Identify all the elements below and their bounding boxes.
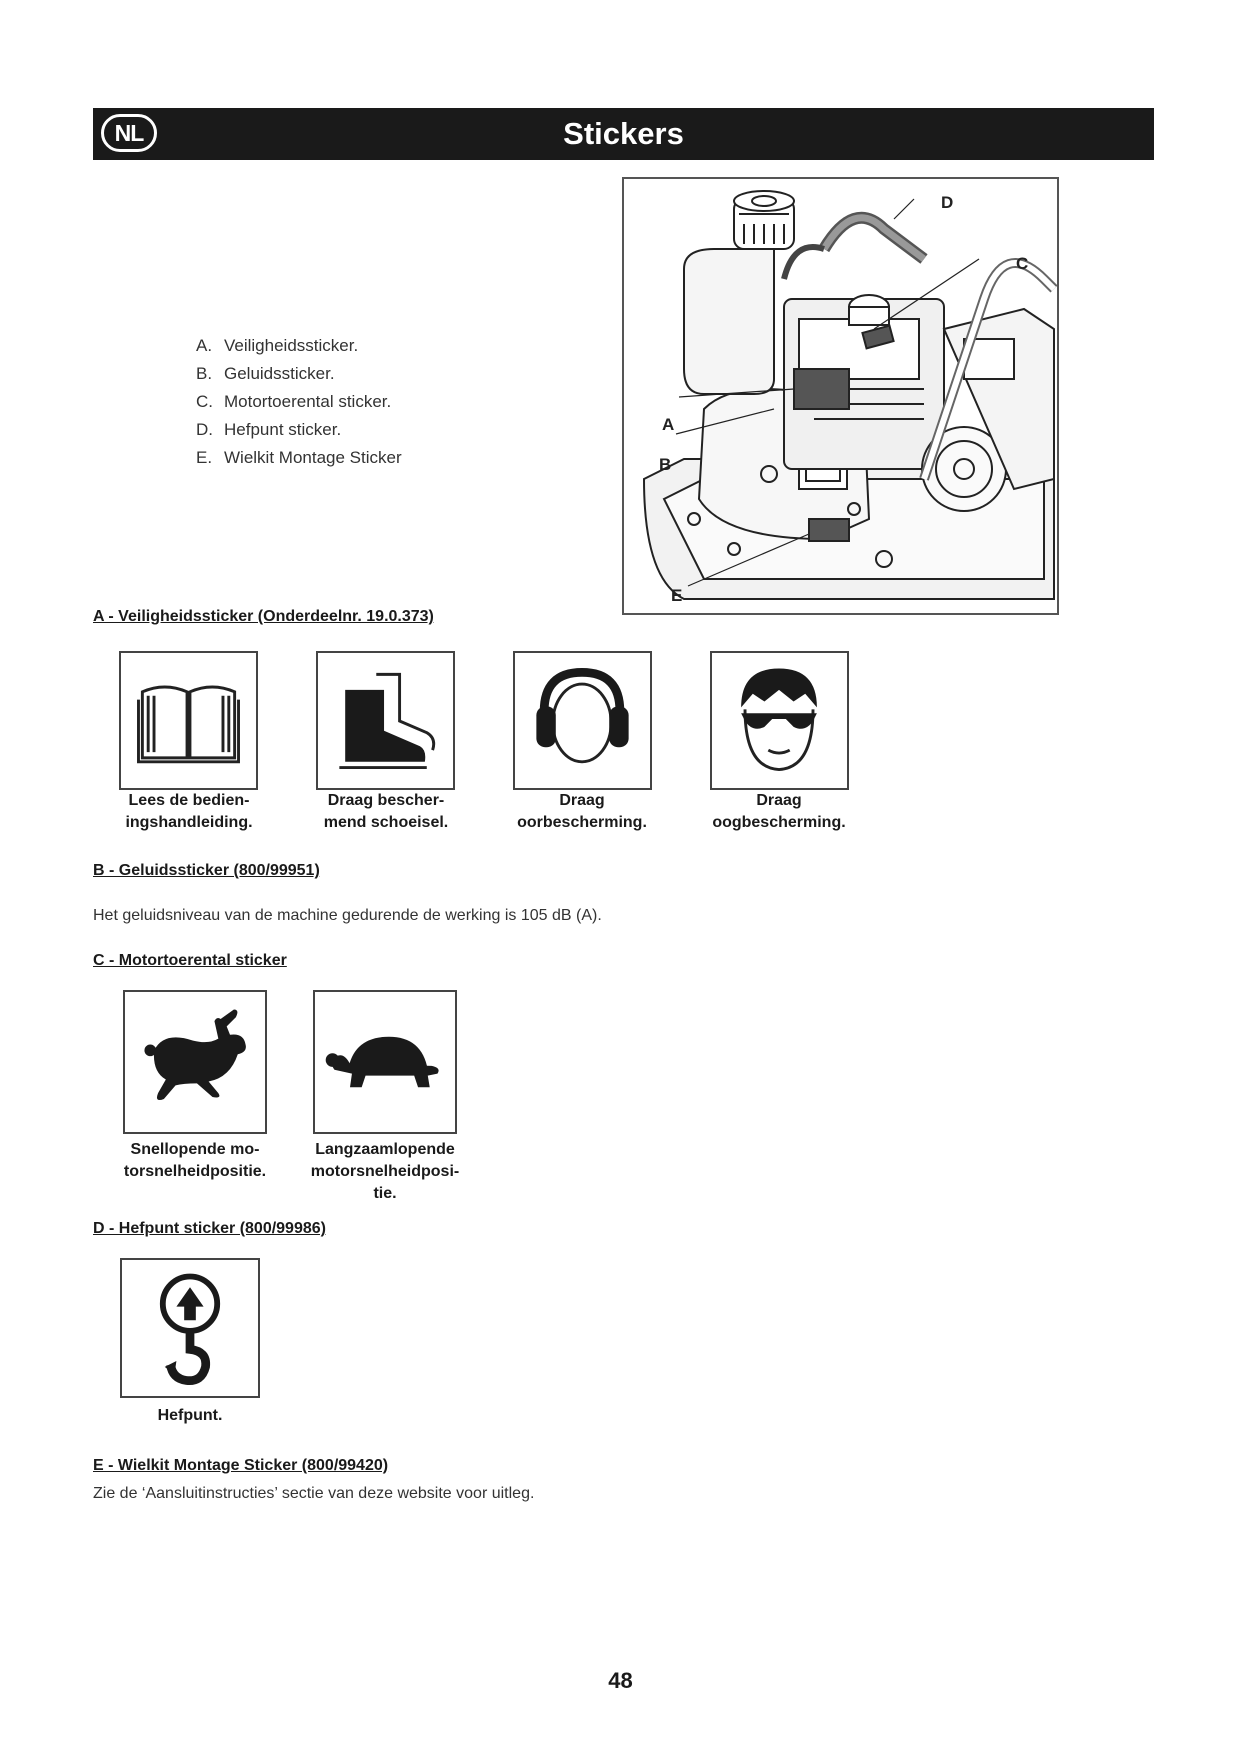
boot-icon <box>318 653 453 788</box>
callout-c: C <box>1016 254 1029 273</box>
section-d-heading: D - Hefpunt sticker (800/99986) <box>93 1220 326 1237</box>
caption-safety-shoes: Draag bescher- mend schoeisel. <box>323 792 449 831</box>
ear-protection-icon <box>515 653 650 788</box>
eye-protection-icon <box>712 653 847 788</box>
legend-item: C. Motortoerental sticker. <box>196 392 392 411</box>
lifting-hook-icon <box>122 1260 258 1396</box>
callout-d: D <box>941 193 954 212</box>
page-number: 48 <box>608 1668 633 1693</box>
callout-a: A <box>662 415 675 434</box>
sticker-safety-shoes <box>316 651 455 790</box>
language-badge: NL <box>101 114 157 152</box>
sticker-lifting-point <box>120 1258 260 1398</box>
caption-lifting-point: Hefpunt. <box>157 1407 223 1424</box>
page-title: Stickers <box>563 116 684 151</box>
sticker-eye-protection <box>710 651 849 790</box>
plate-compactor-figure <box>622 177 1059 615</box>
plate-compactor-drawing <box>624 179 1057 613</box>
legend-item: B. Geluidssticker. <box>196 364 335 383</box>
section-a-heading: A - Veiligheidssticker (Onderdeelnr. 19.0.373) <box>93 608 434 625</box>
section-c-heading: C - Motortoerental sticker <box>93 952 287 969</box>
legend-item: A. Veiligheidssticker. <box>196 336 359 355</box>
book-icon <box>121 653 256 788</box>
header-bar <box>93 108 1154 160</box>
sticker-read-manual <box>119 651 258 790</box>
caption-read-manual: Lees de bedien- ingshandleiding. <box>125 792 253 831</box>
sticker-legend <box>196 332 402 472</box>
section-e-heading: E - Wielkit Montage Sticker (800/99420) <box>93 1457 389 1474</box>
rabbit-icon <box>125 992 265 1132</box>
caption-slow-speed: Langzaamlopende motorsnelheidposi- tie. <box>310 1141 460 1202</box>
caption-fast-speed: Snellopende mo- torsnelheidpositie. <box>123 1141 267 1180</box>
sticker-slow-speed <box>313 990 457 1134</box>
section-b-heading: B - Geluidssticker (800/99951) <box>93 862 320 879</box>
turtle-icon <box>315 992 455 1132</box>
sticker-fast-speed <box>123 990 267 1134</box>
caption-eye-protection: Draag oogbescherming. <box>712 792 846 831</box>
legend-item: E. Wielkit Montage Sticker <box>196 448 402 467</box>
section-b-text: Het geluidsniveau van de machine gedurende de werking is 105 dB (A). <box>93 907 602 924</box>
sticker-ear-protection <box>513 651 652 790</box>
caption-ear-protection: Draag oorbescherming. <box>517 792 647 831</box>
section-e-text: Zie de ‘Aansluitinstructies’ sectie van deze website voor uitleg. <box>93 1485 535 1502</box>
callout-e: E <box>671 586 683 605</box>
legend-item: D. Hefpunt sticker. <box>196 420 342 439</box>
callout-b: B <box>659 455 672 474</box>
